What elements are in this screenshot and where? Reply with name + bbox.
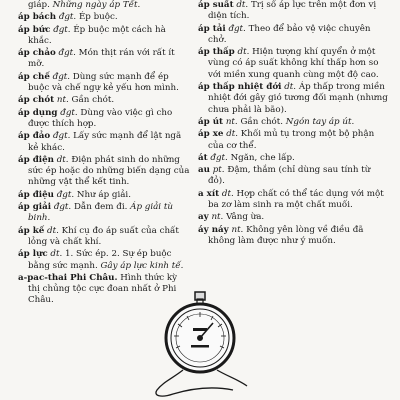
entry-headword: áp bức <box>18 24 51 35</box>
entry-headword: áp điện <box>18 154 54 165</box>
entry-headword: áp chót <box>18 95 55 106</box>
entry-part-of-speech: pt. <box>212 165 225 176</box>
dictionary-entry <box>18 95 190 106</box>
pressure-gauge-icon <box>143 290 258 400</box>
entry-part-of-speech: đgt. <box>58 12 77 23</box>
dictionary-entry <box>198 47 388 81</box>
dictionary-entry <box>198 225 388 248</box>
entry-part-of-speech: nt. <box>211 212 224 223</box>
entry-definition: Như áp giải. <box>76 189 131 200</box>
entry-part-of-speech: nt. <box>231 224 244 235</box>
dictionary-entry <box>18 72 190 95</box>
entry-headword: áp thấp <box>198 47 235 58</box>
dictionary-entry <box>198 82 388 116</box>
entry-headword: áp xe <box>198 129 224 140</box>
entry-part-of-speech: đgt. <box>210 152 228 163</box>
entry-part-of-speech: dt. <box>56 154 69 165</box>
left-column <box>18 0 190 308</box>
dictionary-entry <box>198 129 388 152</box>
entry-definition: Ép buộc một cách hà khắc. <box>28 24 166 46</box>
dictionary-entry <box>18 108 190 131</box>
entry-definition: Gần chót. <box>240 116 286 127</box>
entry-part-of-speech: dt. <box>47 225 59 236</box>
dictionary-entry <box>18 131 190 154</box>
entry-definition: Đậm, thắm (chỉ dùng sau tính từ đỏ). <box>208 165 371 187</box>
entry-part-of-speech: đgt. <box>228 23 246 34</box>
entry-definition: Trị số áp lực trên một đơn vị diện tích. <box>208 0 377 22</box>
dictionary-entry <box>198 153 388 164</box>
entry-headword: áp lực <box>18 249 48 260</box>
dictionary-entry <box>18 190 190 201</box>
entry-part-of-speech: đgt. <box>60 107 78 118</box>
entry-definition: Áp thấp trong miền nhiệt đới gây gió tương đối mạnh (nhưng chưa phải là bão). <box>208 82 388 115</box>
dictionary-entry <box>18 202 190 225</box>
dictionary-entry <box>198 165 388 188</box>
right-column <box>198 0 388 248</box>
entry-part-of-speech: đgt. <box>52 71 71 82</box>
entry-headword: áp thấp nhiệt đới <box>198 82 282 93</box>
entry-headword: áp giải <box>18 202 52 213</box>
entry-example: Những ngày áp Tết. <box>52 0 141 10</box>
entry-headword: a-pac-thai Phi Châu. <box>18 272 118 283</box>
dictionary-entry <box>18 12 190 23</box>
dictionary-entry <box>198 212 388 223</box>
dictionary-entry <box>18 48 190 71</box>
entry-headword: áp kế <box>18 225 45 236</box>
entry-definition: Dẫn đem đi. <box>73 202 131 213</box>
entry-part-of-speech: đgt. <box>53 131 71 142</box>
entry-definition: Không yên lòng về điều đã không làm được như ý muốn. <box>208 224 364 246</box>
entry-definition: Hợp chất có thể tác dụng với một ba zơ làm sinh ra một chất muối. <box>208 188 384 211</box>
entry-definition: Lấy sức mạnh để lật ngã kẻ khác. <box>28 131 182 153</box>
entry-headword: áp suất <box>198 0 234 10</box>
entry-headword: áp điệu <box>18 189 54 200</box>
entry-definition: Món thịt rán với rất ít mỡ. <box>28 48 175 70</box>
entry-part-of-speech: đgt. <box>53 202 72 213</box>
entry-headword: áp chảo <box>18 48 56 59</box>
entry-headword: ay <box>198 212 209 223</box>
entry-definition: giáp. <box>28 0 53 10</box>
entry-definition: Ép buộc. <box>78 12 118 23</box>
entry-headword: áp út <box>198 116 224 127</box>
entry-part-of-speech: nt. <box>56 95 69 106</box>
dictionary-entry <box>198 0 388 23</box>
entry-definition: 1. Sức ép. 2. Sự ép buộc bằng sức mạnh. <box>28 249 172 271</box>
entry-example: Ngón tay áp út. <box>285 116 355 127</box>
entry-part-of-speech: dt. <box>50 249 63 260</box>
dictionary-entry <box>18 155 190 189</box>
entry-headword: a xít <box>198 188 220 199</box>
entry-definition: Hiện tượng khí quyển ở một vùng có áp suất không khí thấp hơn so với miền xung quanh cùng một độ cao. <box>208 47 379 80</box>
entry-example: Gây áp lực kinh tế. <box>100 260 184 271</box>
entry-part-of-speech: dt. <box>226 129 239 140</box>
dictionary-entry <box>18 25 190 48</box>
entry-definition: Dùng vào việc gì cho được thích hợp. <box>28 107 173 129</box>
entry-part-of-speech: đgt. <box>53 24 71 35</box>
entry-part-of-speech: nt. <box>225 116 238 127</box>
entry-part-of-speech: đgt. <box>56 189 75 200</box>
entry-definition: Theo để bảo vệ việc chuyên chở. <box>208 23 371 45</box>
dictionary-entry <box>18 226 190 249</box>
dictionary-entry <box>198 117 388 128</box>
entry-definition: Ngăn, che lấp. <box>230 152 295 163</box>
dictionary-entry <box>198 24 388 47</box>
entry-part-of-speech: dt. <box>237 47 250 58</box>
entry-definition: Hình thức kỳ thị chủng tộc cực đoan nhất ở Phi Châu. <box>28 272 178 306</box>
entry-headword: áp đảo <box>18 131 51 142</box>
entry-definition: Điện phát sinh do những sức ép hoặc do những biến dạng của những vật thể kết tinh. <box>28 154 190 188</box>
entry-example: Áp giải tù binh. <box>28 202 173 224</box>
entry-headword: áp dụng <box>18 107 58 118</box>
entry-definition: Khí cụ đo áp suất của chất lỏng và chất khí. <box>28 225 179 247</box>
entry-part-of-speech: dt. <box>284 82 297 93</box>
entry-headword: áp bách <box>18 12 57 23</box>
entry-headword: áp chế <box>18 71 50 82</box>
entry-part-of-speech: dt. <box>236 0 249 10</box>
entry-headword: át <box>198 152 208 163</box>
entry-definition: Khối mủ tụ trong một bộ phận của cơ thể. <box>208 129 375 151</box>
entry-definition: Gần chót. <box>71 95 115 106</box>
entry-part-of-speech: đgt. <box>58 48 76 59</box>
dictionary-entry <box>18 0 190 11</box>
entry-definition: Dùng sức mạnh để ép buộc và chế ngự kẻ yếu hơn mình. <box>28 71 179 94</box>
entry-headword: áp tải <box>198 23 226 34</box>
entry-headword: áy náy <box>198 224 229 235</box>
entry-headword: au <box>198 165 210 176</box>
dictionary-entry <box>18 249 190 272</box>
dictionary-entry <box>198 189 388 212</box>
entry-definition: Vâng ừa. <box>226 212 265 223</box>
entry-part-of-speech: dt. <box>221 188 234 199</box>
